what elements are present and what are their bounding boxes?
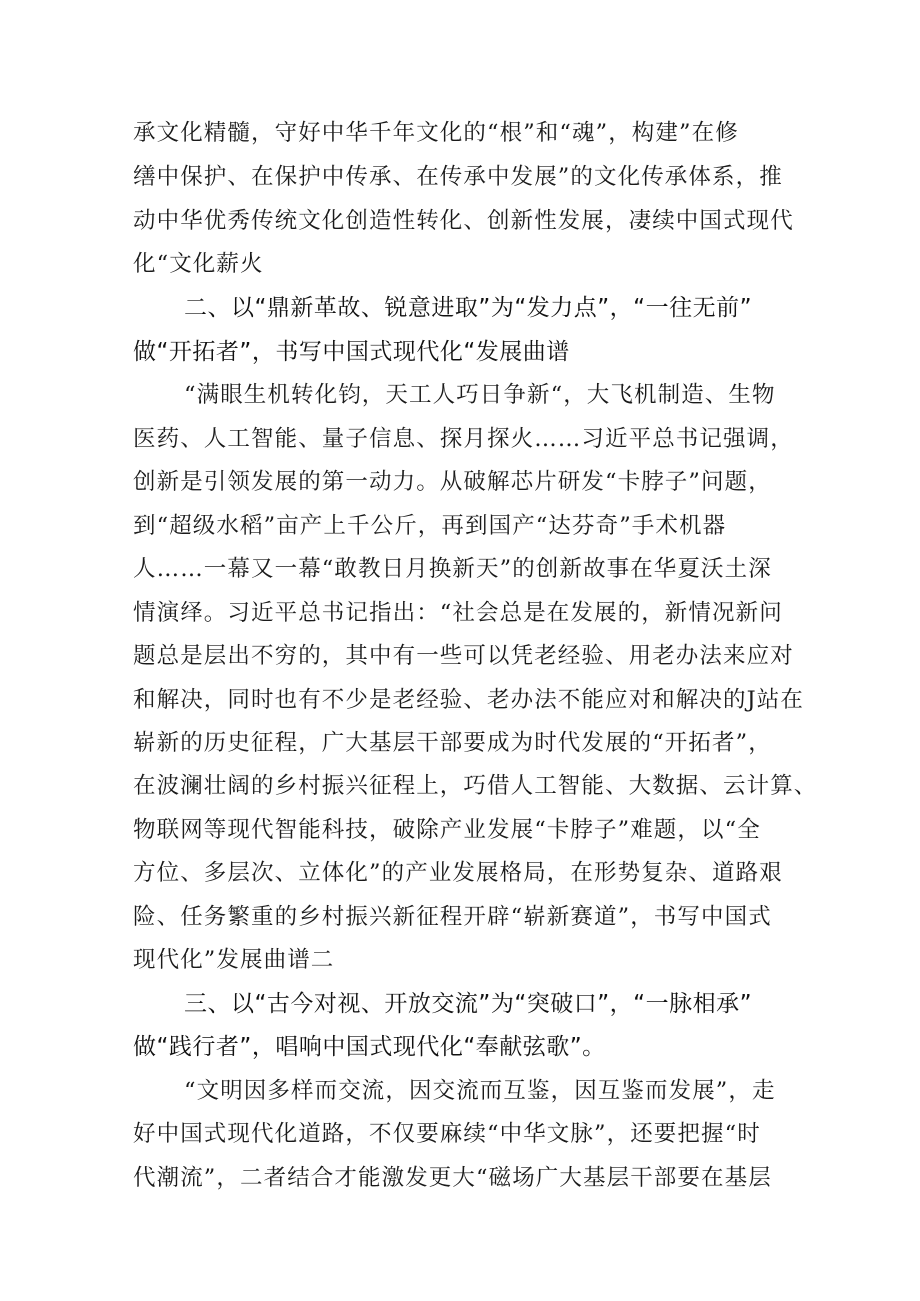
text-line: 到“超级水稻”亩产上千公斤，再到国产“达芬奇”手术机器 xyxy=(133,513,727,539)
text-line: 现代化”发展曲谱二 xyxy=(133,947,335,973)
text-line: 人……一幕又一幕“敢教日月换新天”的创新故事在华夏沃土深 xyxy=(133,556,772,582)
text-line: “满眼生机转化钧，天工人巧日争新“，大飞机制造、生物 xyxy=(184,382,776,408)
text-line: 医药、人工智能、量子信息、探月探火……习近平总书记强调， xyxy=(133,426,794,452)
text-line: 在波澜壮阔的乡村振兴征程上，巧借人工智能、大数据、云计算、 xyxy=(133,773,818,799)
text-line: 险、任务繁重的乡村振兴新征程开辟“崭新赛道”，书写中国式 xyxy=(133,904,772,930)
heading-line: 二、以“鼎新革故、锐意进取”为“发力点”，“一往无前” xyxy=(184,295,752,321)
text-line: 情演绎。习近平总书记指出：“社会总是在发展的，新情况新问 xyxy=(133,600,783,626)
text-line: 化“文化薪火 xyxy=(133,251,264,277)
text-line: 和解决，同时也有不少是老经验、老办法不能应对和解决的J站在 xyxy=(133,687,804,713)
text-line: 方位、多层次、立体化”的产业发展格局，在形势复杂、道路艰 xyxy=(133,860,783,886)
text-line: 崭新的历史征程，广大基层干部要成为时代发展的“开拓者”， xyxy=(133,730,772,756)
text-line: 缮中保护、在保护中传承、在传承中发展”的文化传承体系，推 xyxy=(133,164,783,190)
text-line: 题总是层出不穷的，其中有一些可以凭老经验、用老办法来应对 xyxy=(133,643,794,669)
text-line: 创新是引领发展的第一动力。从破解芯片研发“卡脖子”问题， xyxy=(133,469,772,495)
heading-line: 三、以“古今对视、开放交流”为“突破口”，“一脉相承” xyxy=(184,991,752,1017)
text-line: 物联网等现代智能科技，破除产业发展“卡脖子”难题，以“全 xyxy=(133,817,761,843)
text-line: “文明因多样而交流，因交流而互鉴，因互鉴而发展”，走 xyxy=(184,1078,776,1104)
text-line: 承文化精髓，守好中华千年文化的“根”和“魂”，构建”在修 xyxy=(133,120,739,146)
text-line: 动中华优秀传统文化创造性转化、创新性发展，凄续中国式现代 xyxy=(133,208,794,234)
heading-line: 做“开拓者”，书写中国式现代化“发展曲谱 xyxy=(133,339,570,365)
text-line: 好中国式现代化道路，不仅要麻续“中华文脉”，还要把握“时 xyxy=(133,1121,761,1147)
text-line: 代潮流”，二者结合才能激发更大“磁场广大基层干部要在基层 xyxy=(133,1165,772,1191)
heading-line: 做“践行者”，唱响中国式现代化“奉献弦歌”。 xyxy=(133,1034,606,1060)
